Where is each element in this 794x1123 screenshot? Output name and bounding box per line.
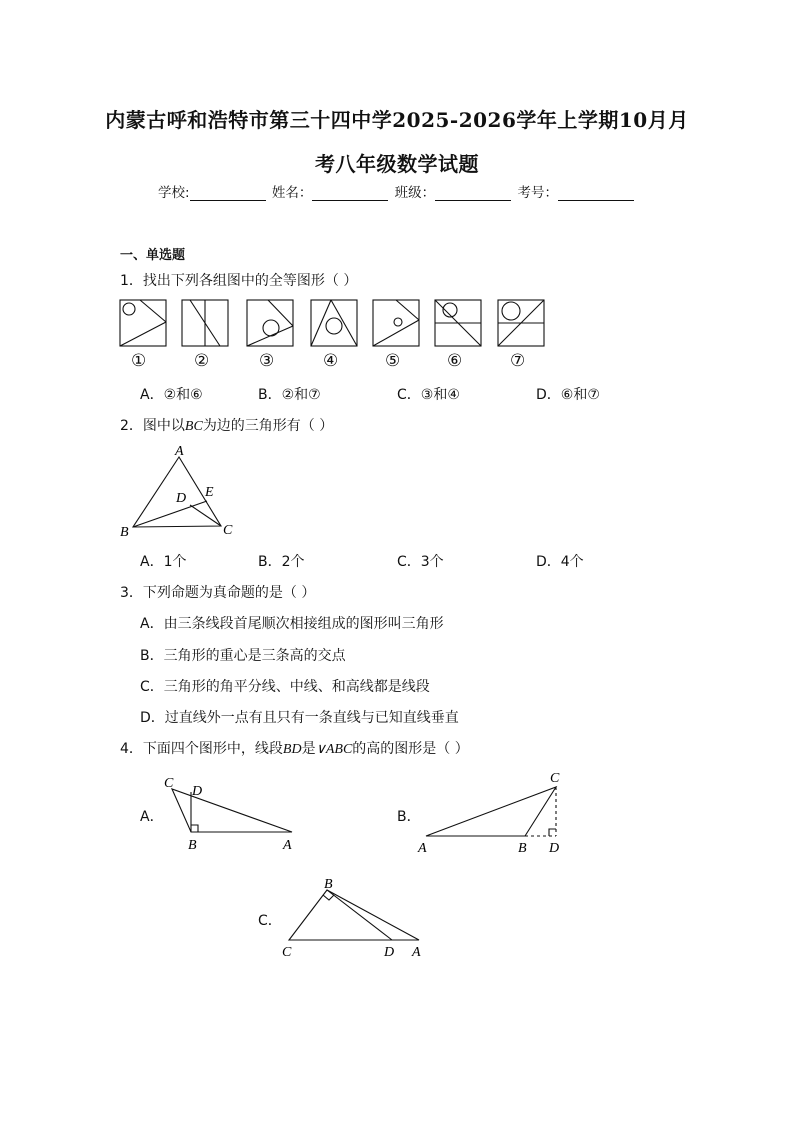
- q2-label-d: D: [176, 491, 187, 506]
- class-blank[interactable]: [435, 186, 511, 201]
- q1-option-b[interactable]: B．②和⑦: [258, 387, 321, 403]
- q1-fig-num-1: ①: [131, 351, 147, 371]
- q4-option-c-letter[interactable]: C．: [258, 913, 282, 929]
- q4c-label-c: C: [282, 945, 292, 960]
- q1-fig-num-5: ⑤: [385, 351, 401, 371]
- section-heading: 一、单选题: [120, 248, 186, 263]
- q1-fig-num-7: ⑦: [510, 351, 526, 371]
- q1-figure-6: [435, 300, 481, 346]
- q4b-label-a: A: [418, 841, 427, 856]
- q2-stem: [120, 415, 333, 435]
- q1-fig-num-4: ④: [323, 351, 339, 371]
- q3-option-c[interactable]: C．三角形的角平分线、中线、和高线都是线段: [140, 679, 430, 695]
- q4c-label-b: B: [324, 877, 333, 892]
- q1-figure-4: [311, 300, 357, 346]
- q4-stem-mid: 是: [301, 741, 316, 757]
- q4-option-b-letter[interactable]: B．: [397, 809, 421, 825]
- q3-option-a[interactable]: A．由三条线段首尾顺次相接组成的图形叫三角形: [140, 616, 444, 632]
- q2-option-b[interactable]: B．2个: [258, 554, 305, 570]
- q2-option-c[interactable]: C．3个: [397, 554, 444, 570]
- name-label: 姓名：: [271, 185, 313, 201]
- q4-stem-var-bd: BD: [282, 742, 302, 757]
- class-label: 班级：: [394, 185, 436, 201]
- q3-option-b[interactable]: B．三角形的重心是三条高的交点: [140, 648, 346, 664]
- q4a-label-a: A: [283, 838, 292, 853]
- q1-option-d[interactable]: D．⑥和⑦: [536, 387, 600, 403]
- school-label: 学校:: [158, 185, 190, 201]
- q2-option-a[interactable]: A．1个: [140, 554, 187, 570]
- q4c-label-d: D: [384, 945, 395, 960]
- q4-stem-var-abc: ∨ABC: [315, 742, 353, 757]
- exam-no-blank[interactable]: [558, 186, 634, 201]
- q4a-label-c: C: [164, 776, 174, 791]
- q1-fig-num-3: ③: [259, 351, 275, 371]
- name-blank[interactable]: [312, 186, 388, 201]
- q1-figure-5: [373, 300, 419, 346]
- q1-stem: 1．找出下列各组图中的全等图形（ ）: [120, 273, 358, 289]
- q4a-label-b: B: [188, 838, 197, 853]
- q4-figure-a: [160, 770, 305, 855]
- q4-figure-c: [278, 872, 438, 964]
- student-info-line: [0, 181, 794, 201]
- q2-stem-post: 为边的三角形有（ ）: [202, 418, 334, 434]
- q1-figure-7: [498, 300, 544, 346]
- q4b-label-b: B: [518, 841, 527, 856]
- q1-figure-1: [120, 300, 166, 346]
- q1-option-c[interactable]: C．③和④: [397, 387, 460, 403]
- q1-figures: [118, 298, 548, 350]
- q4c-label-a: A: [412, 945, 421, 960]
- q1-figure-3: [247, 300, 293, 346]
- exam-no-label: 考号：: [517, 185, 558, 201]
- q2-label-c: C: [223, 523, 233, 538]
- q2-stem-var: BC: [184, 419, 203, 434]
- q1-figure-2: [182, 300, 228, 346]
- q2-stem-pre: 2．图中以: [120, 418, 185, 434]
- q4a-label-d: D: [192, 784, 203, 799]
- q4-figure-b: [415, 768, 575, 860]
- q2-label-b: B: [120, 525, 129, 540]
- q3-stem: 3．下列命题为真命题的是（ ）: [120, 585, 316, 601]
- page-title: 内蒙古呼和浩特市第三十四中学2025-2026学年上学期10月月: [105, 108, 689, 132]
- q2-label-a: A: [175, 444, 184, 459]
- q4b-label-d: D: [549, 841, 560, 856]
- q4-option-a-letter[interactable]: A．: [140, 809, 164, 825]
- q4b-label-c: C: [550, 771, 560, 786]
- q4-stem-pre: 4．下面四个图形中，线段: [120, 741, 283, 757]
- q3-option-d[interactable]: D．过直线外一点有且只有一条直线与已知直线垂直: [140, 710, 459, 726]
- q4-stem-post: 的高的图形是（ ）: [352, 741, 469, 757]
- q2-option-d[interactable]: D．4个: [536, 554, 584, 570]
- q4-stem: [120, 738, 469, 758]
- q1-option-a[interactable]: A．②和⑥: [140, 387, 203, 403]
- q1-fig-num-2: ②: [194, 351, 210, 371]
- page-subtitle: 考八年级数学试题: [315, 152, 479, 176]
- q2-label-e: E: [205, 485, 214, 500]
- q1-fig-num-6: ⑥: [447, 351, 463, 371]
- school-blank[interactable]: [190, 186, 266, 201]
- q2-triangle-figure: [115, 440, 245, 545]
